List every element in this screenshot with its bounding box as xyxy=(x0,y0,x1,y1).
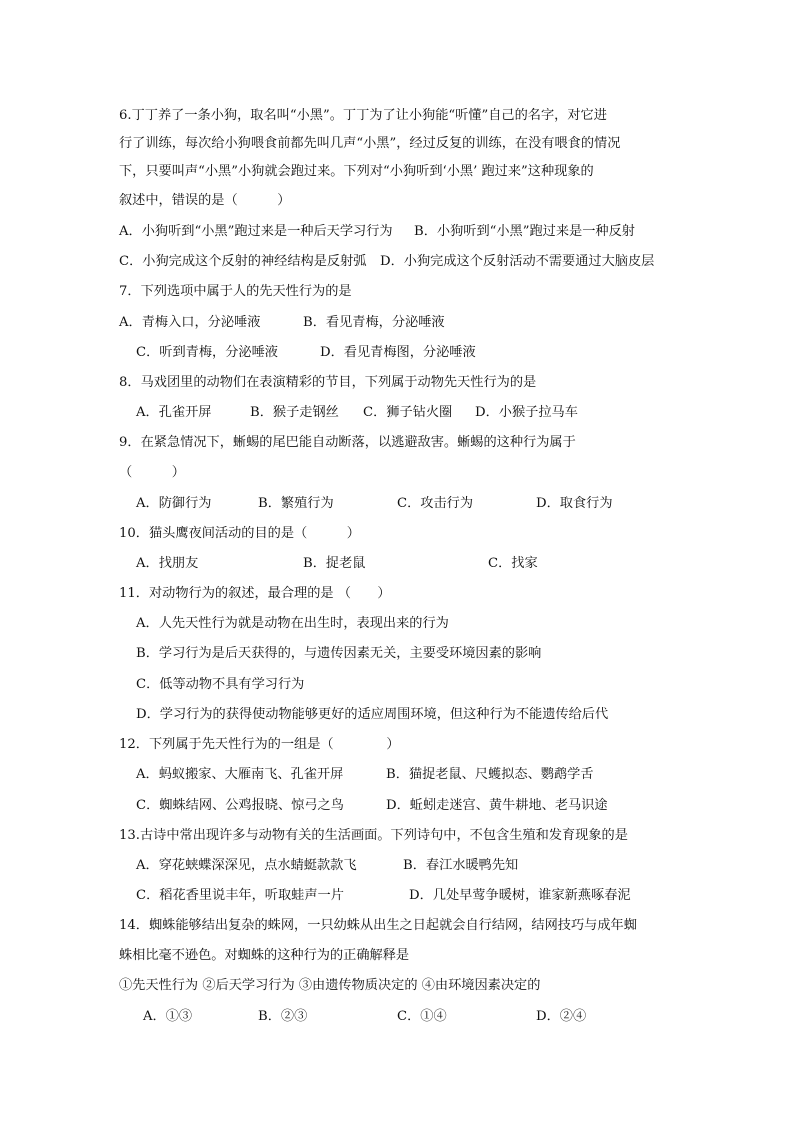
q6-option-c: C．小狗完成这个反射的神经结构是反射弧 xyxy=(119,254,367,269)
q14-statements: ①先天性行为 ②后天学习行为 ③由遗传物质决定的 ④由环境因素决定的 xyxy=(119,978,541,993)
q6-option-b: B．小狗听到“小黑”跑过来是一种反射 xyxy=(414,224,635,239)
q9-option-a: A．防御行为 xyxy=(136,496,212,511)
q7-option-d: D．看见青梅图，分泌唾液 xyxy=(320,345,476,360)
q6-line-3: 下，只要叫声“小黑”小狗就会跑过来。下列对“小狗听到‘小黑’ 跑过来”这种现象的 xyxy=(119,164,594,179)
q6-line-1: 6.丁丁养了一条小狗，取名叫“小黑”。丁丁为了让小狗能“听懂”自己的名字，对它进 xyxy=(119,108,607,123)
q10-stem: 10．猫头鹰夜间活动的目的是（ ） xyxy=(119,526,360,541)
q12-option-d: D．蚯蚓走迷宫、黄牛耕地、老马识途 xyxy=(386,798,608,813)
q10-option-a: A．找朋友 xyxy=(136,556,199,571)
q13-option-a: A．穿花蛱蝶深深见，点水蜻蜓款款飞 xyxy=(136,858,357,873)
q14-option-a: A．①③ xyxy=(143,1009,193,1024)
q13-option-c: C．稻花香里说丰年，听取蛙声一片 xyxy=(136,888,344,903)
q14-line-2: 蛛相比毫不逊色。对蜘蛛的这种行为的正确解释是 xyxy=(119,948,410,963)
q11-stem-visible: 11．对动物行为的叙述，最合理的是 （ ） xyxy=(119,586,391,601)
q8-option-b: B．猴子走钢丝 xyxy=(250,405,339,420)
q11-option-d: D．学习行为的获得使动物能够更好的适应周围环境，但这种行为不能遗传给后代 xyxy=(136,707,609,722)
q11-option-b: B．学习行为是后天获得的，与遗传因素无关，主要受环境因素的影响 xyxy=(136,646,542,661)
q14-line-1: 14．蜘蛛能够结出复杂的蛛网，一只幼蛛从出生之日起就会自行结网，结网技巧与成年蜘 xyxy=(119,918,637,933)
q9-option-b: B．繁殖行为 xyxy=(258,496,334,511)
q8-stem: 8．马戏团里的动物们在表演精彩的节目，下列属于动物先天性行为的是 xyxy=(119,375,537,390)
q14-option-d: D．②④ xyxy=(536,1009,587,1024)
q9-stem: 9．在紧急情况下，蜥蜴的尾巴能自动断落，以逃避敌害。蜥蜴的这种行为属于 xyxy=(119,435,576,450)
q10-option-c: C．找家 xyxy=(488,556,538,571)
q12-stem: 12．下列属于先天性行为的一组是（ ） xyxy=(119,737,400,752)
q14-option-b: B．②③ xyxy=(258,1009,308,1024)
q7-option-b: B．看见青梅，分泌唾液 xyxy=(303,315,445,330)
q11-option-a: A．人先天性行为就是动物在出生时，表现出来的行为 xyxy=(136,616,449,631)
q7-option-c: C．听到青梅，分泌唾液 xyxy=(136,345,278,360)
q13-option-d: D．几处早莺争暖树，谁家新燕啄春泥 xyxy=(409,888,631,903)
q8-option-a: A．孔雀开屏 xyxy=(136,405,212,420)
q10-option-b: B．捉老鼠 xyxy=(303,556,366,571)
q13-option-b: B．春江水暖鸭先知 xyxy=(403,858,519,873)
q9-option-d: D．取食行为 xyxy=(536,496,613,511)
q9-answer-paren: （ ） xyxy=(119,465,185,480)
q7-stem: 7．下列选项中属于人的先天性行为的是 xyxy=(119,284,352,299)
q12-option-c: C．蜘蛛结网、公鸡报晓、惊弓之鸟 xyxy=(136,798,344,813)
q6-option-a: A．小狗听到“小黑”跑过来是一种后天学习行为 xyxy=(119,224,393,239)
q9-option-c: C．攻击行为 xyxy=(397,496,474,511)
q7-option-a: A．青梅入口，分泌唾液 xyxy=(119,315,261,330)
q8-option-d: D．小猴子拉马车 xyxy=(475,405,578,420)
q6-line-4: 叙述中，错误的是（ ） xyxy=(119,193,291,208)
q13-stem: 13.古诗中常出现许多与动物有关的生活画面。下列诗句中，不包含生殖和发育现象的是 xyxy=(119,828,628,843)
q14-option-c: C．①④ xyxy=(397,1009,447,1024)
q8-option-c: C．狮子钻火圈 xyxy=(363,405,453,420)
q6-line-2: 行了训练，每次给小狗喂食前都先叫几声“小黑”，经过反复的训练，在没有喂食的情况 xyxy=(119,136,621,151)
q12-option-b: B．猫捉老鼠、尺蠖拟态、鹦鹉学舌 xyxy=(386,767,594,782)
q6-option-d: D．小狗完成这个反射活动不需要通过大脑皮层 xyxy=(380,254,655,269)
q12-option-a: A．蚂蚁搬家、大雁南飞、孔雀开屏 xyxy=(136,767,344,782)
q11-option-c: C．低等动物不具有学习行为 xyxy=(136,677,305,692)
